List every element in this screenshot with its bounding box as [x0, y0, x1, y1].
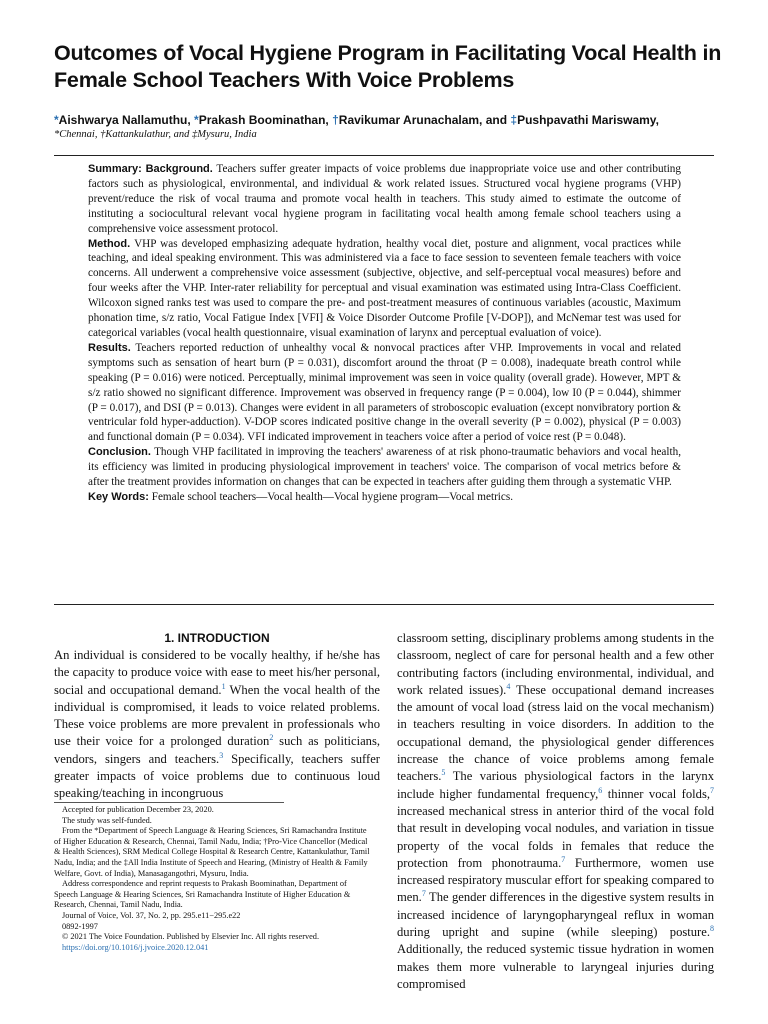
method-label: Method.	[88, 237, 131, 250]
footnote: The study was self-funded.	[62, 815, 152, 825]
footnote: Accepted for publication December 23, 2020.	[62, 805, 214, 814]
citation-link[interactable]: 7	[421, 889, 426, 899]
abstract-keywords	[88, 490, 681, 505]
background-text: Teachers suffer greater impacts of voice problems due inappropriate voice use and other contributing factors such as physiological, environmental, and individual & work related issues. Structured vocal hygiene programs (VHP) prevent/reduce the risk of vocal trauma and promote vocal health in teachers. This study aimed to estimate the outcome of instituting a sociocultural relevant vocal hygiene program in facilitating vocal health among female school teachers using a comprehensive voice assessment protocol.	[88, 163, 681, 235]
citation-link[interactable]: 7	[561, 854, 566, 864]
method-text: VHP was developed emphasizing adequate hydration, healthy vocal diet, posture and alignment, vocal practices while teaching, and ideal speaking environment. This was administered via a face to face session to seventeen female teachers with voice concerns. All underwent a comprehensive voice assessment (subjective, objective, and self-perceptual vocal measures) before and four weeks after the VHP. Inter-rater reliability for perceptual and visual examination was estimated using Intra-Class Coefficient. Wilcoxon signed ranks test was used to compare the pre- and post-treatment measures of continuous variables (acoustic, Maximum phonation time, s/z ratio, Vocal Fatigue Index [VFI] & Voice Disorder Outcome Profile [V-DOP]), and McNemar test was used for categorical variables (vocal health questionnaire, visual examination of larynx and perceptual evaluation of voice).	[88, 237, 681, 339]
text-run: increased mechanical stress in anterior third of the vocal fold that result in developing vocal nodules, and variation in tissue property of the vocal folds in females that reduce the protection from phonotrauma.	[397, 803, 714, 870]
keywords-label: Key Words:	[88, 490, 149, 503]
text-run: An individual is considered to be vocally healthy, if he/she has the capacity to produce voice with ease to meet his/her personal, social and occupational demand.	[54, 648, 380, 697]
background-label: Background.	[145, 163, 213, 175]
doi-link[interactable]: https://doi.org/10.1016/j.jvoice.2020.12.041	[62, 942, 209, 952]
text-run: thinner vocal folds,	[602, 786, 710, 801]
text-run: When the vocal health of the individual is compromised, it leads to voice related problems. These voice problems are more prevalent in professionals who use their voice for a prolonged duration	[54, 682, 380, 749]
author-list	[54, 112, 754, 128]
footnotes	[54, 805, 370, 953]
citation-link[interactable]: 5	[441, 768, 446, 778]
author-name: Ravikumar Arunachalam, and	[338, 113, 511, 127]
footnote-divider	[54, 802, 284, 803]
results-text: Teachers reported reduction of unhealthy vocal & nonvocal practices after VHP. Improvements in vocal and related symptoms such as sensation of heart burn (P = 0.031), discomfort around the throat (P = 0.008), inadequate breath control while speaking (P = 0.016) were noticed. Perceptually, minimal improvement was seen in voice quality (overall grade). However, MPT & s/z ratio showed no significant difference. Improvement was observed in frequency range (P = 0.004), low I0 (P = 0.044), shimmer (P = 0.017), and DSI (P = 0.013). Changes were evident in all parameters of stroboscopic evaluation (except nonvibratory portion & ventricular fold hyper-adduction). V-DOP scores indicated positive change in the overall severity (P = 0.002), physical (P = 0.003) and functional domain (P = 0.034). VFI indicated improvement in teachers voice after a period of voice rest (P = 0.048).	[88, 341, 681, 444]
citation-link[interactable]: 2	[269, 733, 274, 743]
text-run: Specifically, teachers suffer greater impacts of voice problems due to continuous loud speaking/teaching in incongruous	[54, 751, 380, 801]
abstract-results	[88, 341, 681, 445]
divider	[54, 604, 714, 605]
section-heading: 1. INTRODUCTION	[164, 631, 270, 645]
conclusion-label: Conclusion.	[88, 446, 151, 459]
text-run: The various physiological factors in the larynx include higher fundamental frequency,	[397, 769, 714, 801]
abstract-background	[88, 162, 681, 237]
citation-link[interactable]: 7	[710, 785, 714, 795]
author-name: Prakash Boominathan,	[198, 113, 333, 127]
summary-label: Summary:	[88, 163, 142, 175]
author-1[interactable]	[54, 113, 194, 127]
citation-link[interactable]: 1	[221, 681, 226, 691]
author-name: Aishwarya Nallamuthu,	[58, 113, 195, 127]
affiliation-line: *Chennai, †Kattankulathur, and ‡Mysuru, India	[54, 129, 257, 140]
author-4[interactable]	[510, 113, 659, 127]
footnote: Address correspondence and reprint requests to Prakash Boominathan, Department of Speech Language & Hearing Sciences, Sri Ramachandra Institute of Higher Education & Research, Chennai, Tamil Nadu, India.	[54, 879, 351, 910]
keywords-text: Female school teachers—Vocal health—Vocal hygiene program—Vocal metrics.	[151, 490, 514, 503]
author-3[interactable]	[332, 113, 510, 127]
affil-mark: ‡	[510, 113, 518, 127]
results-label: Results.	[88, 341, 131, 354]
abstract-method	[88, 237, 681, 341]
citation-link[interactable]: 4	[506, 681, 511, 691]
affil-mark: †	[332, 113, 339, 127]
citation-link[interactable]: 6	[598, 785, 603, 795]
footnote: 0892-1997	[62, 921, 98, 931]
footnote: Journal of Voice, Vol. 37, No. 2, pp. 295.e11−295.e22	[62, 910, 241, 920]
divider	[54, 155, 714, 156]
abstract	[88, 162, 681, 505]
body-paragraph	[397, 630, 714, 993]
footnote: From the *Department of Speech Language & Hearing Sciences, Sri Ramachandra Institute of Higher Education & Research, Chennai, Tamil Nadu, India; †Pro-Vice Chancellor (Medical & Health Sciences), SRM Medical College Hospital & Research Centre, Kattankulathur, Tamil Nadu, India; and the ‡All India Institute of Speech and Hearing, (Ministry of Health & Family Welfare, Govt. of India), Manasagangothri, Mysuru, India.	[54, 826, 370, 878]
author-name: Pushpavathi Mariswamy,	[517, 113, 659, 127]
affil-mark: *	[54, 113, 59, 127]
citation-link[interactable]: 8	[710, 923, 714, 933]
citation-link[interactable]: 3	[219, 750, 224, 760]
abstract-conclusion	[88, 445, 681, 490]
body-paragraph	[54, 647, 380, 803]
text-run: such as politicians, vendors, singers and teachers.	[54, 734, 380, 766]
text-run: Additionally, the reduced systemic tissue hydration in women makes them more vulnerable to laryngeal injuries during compromised	[397, 942, 714, 991]
text-run: The gender differences in the digestive system results in increased incidence of laryngopharyngeal reflux in woman during upright and supine (while sleeping) posture.	[397, 890, 714, 940]
affil-mark: *	[194, 113, 199, 127]
body-column-right	[397, 630, 714, 993]
text-run: classroom setting, disciplinary problems among students in the classroom, neglect of care for personal health and a few other contributing factors (including environmental, individual, and work related issues).	[397, 631, 714, 697]
text-run: These occupational demand increases the amount of vocal load (stress laid on the vocal mechanism) in teachers resulting in voice disorders. In addition to the occupational demand, the physiological gender differences increase the chance of voice problems among female teachers.	[397, 682, 714, 784]
conclusion-text: Though VHP facilitated in improving the teachers' awareness of at risk phono-traumatic behaviors and vocal health, its efficiency was limited in producing physiological improvement in teachers' voice. The comparison of vocal metrics before & after the treatment provides information on changes that can be expected in teachers after guiding them through a systematic VHP.	[88, 446, 681, 489]
author-2[interactable]	[194, 113, 332, 127]
body-column-left	[54, 630, 380, 803]
text-run: Furthermore, women use increased respiratory muscular effort for speaking compared to men.	[397, 855, 714, 905]
footnote: © 2021 The Voice Foundation. Published by Elsevier Inc. All rights reserved.	[62, 932, 320, 942]
paper-title: Outcomes of Vocal Hygiene Program in Facilitating Vocal Health in Female School Teachers With Voice Problems	[54, 41, 722, 92]
